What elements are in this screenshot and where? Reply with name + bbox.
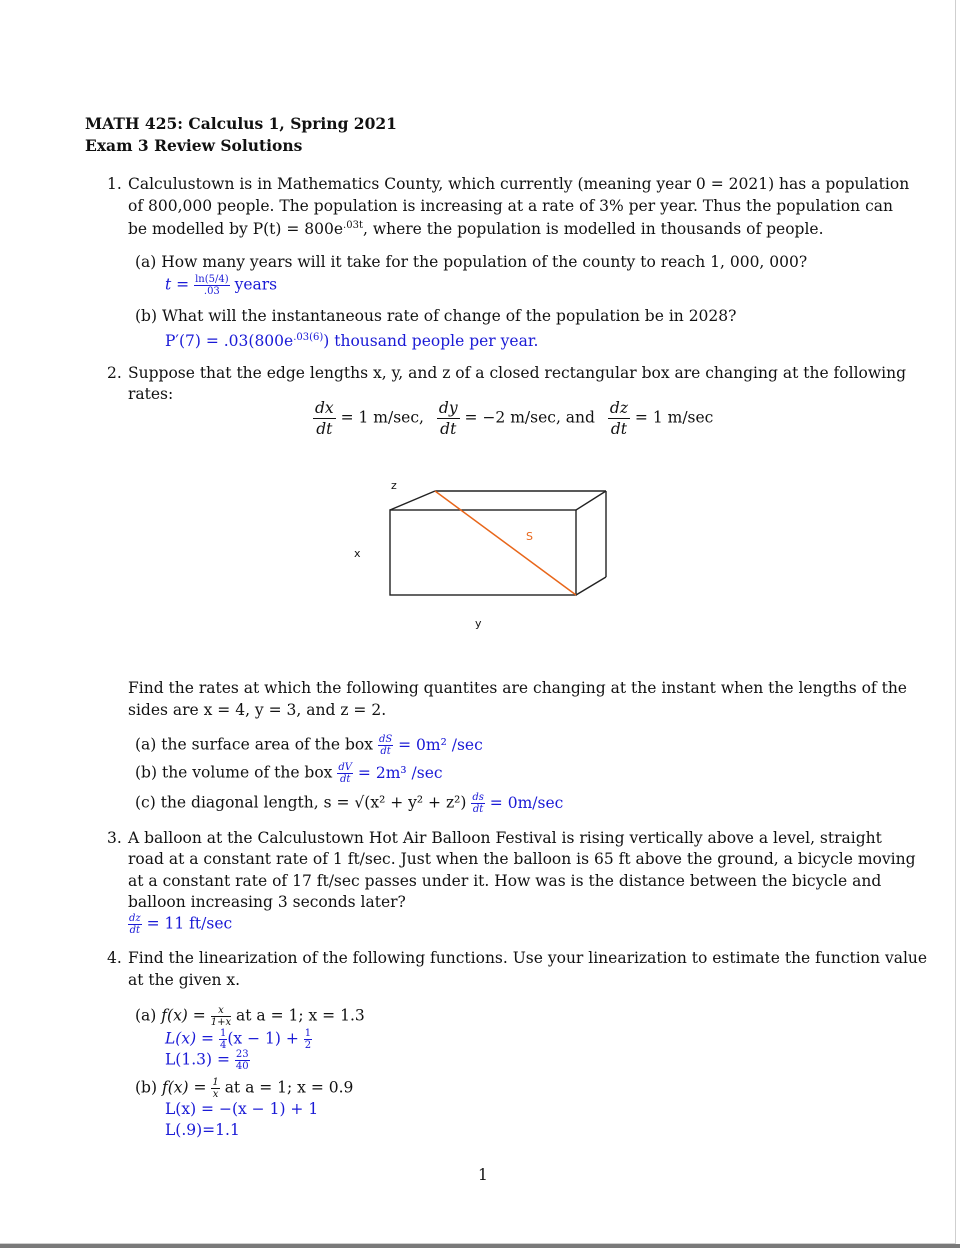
q2-find-line1: Find the rates at which the following quantites are changing at the instant when the lengths of the (128, 679, 907, 697)
q2-number: 2. (107, 364, 122, 382)
q1-line3: be modelled by $P(t) = 800e^{.03t}$, where the population is modelled in thousands of people. (128, 220, 824, 239)
q4-line2: at the given x. (128, 971, 241, 989)
q4b-estimate: L(.9)=1.1 (165, 1121, 240, 1139)
bottom-scroll-edge (0, 1244, 960, 1248)
page-number: 1 (478, 1166, 488, 1184)
box-diagonal (435, 491, 576, 595)
q3-line3: at a constant rate of 17 ft/sec passes under it. How was is the distance between the bicycle and (128, 872, 882, 890)
box-front-face (390, 510, 576, 595)
q2b: (b) the volume of the box $\frac{dV}{dt}$ = 2m³ /sec (135, 762, 443, 785)
q3-line4: balloon increasing 3 seconds later? (128, 893, 406, 911)
label-x: x (354, 547, 361, 560)
q3-answer: $\frac{dz}{dt}$ = 11 ft/sec (129, 913, 233, 936)
course-title: MATH 425: Calculus 1, Spring 2021 (85, 114, 397, 133)
q3-line2: road at a constant rate of 1 ft/sec. Just when the balloon is 65 ft above the ground, a bicycle moving (128, 850, 916, 868)
q1a-answer: t = $\frac{\ln(5/4)}{.03}$ years (165, 274, 278, 297)
q1-line1: Calculustown is in Mathematics County, which currently (meaning year 0 = 2021) has a population (128, 175, 910, 193)
q4b-linearization: L(x) = −(x − 1) + 1 (165, 1100, 319, 1118)
label-s: S (526, 530, 533, 543)
q2c: (c) the diagonal length, s = √(x² + y² + z²) $\frac{ds}{dt}$ = 0m/sec (135, 792, 564, 815)
q4a-linearization: L(x) = $\frac{1}{4}$ (x − 1) + $\frac{1}{2}$ (165, 1028, 312, 1051)
box-left-top-edge (390, 491, 435, 510)
q1b-question: (b) What will the instantaneous rate of change of the population be in 2028? (135, 307, 737, 325)
q4a-function: (a) f(x) = $\frac{x}{1+x}$ at a = 1; x = 1.3 (135, 1005, 365, 1028)
q2a: (a) the surface area of the box $\frac{dS}{dt}$ = 0m² /sec (135, 734, 483, 757)
q4a-estimate: L(1.3) = $\frac{23}{40}$ (165, 1049, 249, 1072)
q1a-question: (a) How many years will it take for the population of the county to reach 1, 000, 000? (135, 253, 808, 271)
label-z: z (391, 479, 397, 492)
q1-number: 1. (107, 175, 122, 193)
label-y: y (475, 617, 482, 630)
q4-number: 4. (107, 949, 122, 967)
box-right-top-edge (576, 491, 606, 510)
q4-line1: Find the linearization of the following functions. Use your linearization to estimate the function value (128, 949, 928, 967)
box-right-bottom-edge (576, 577, 606, 595)
q4b-function: (b) f(x) = $\frac{1}{x}$ at a = 1; x = 0.9 (135, 1077, 354, 1100)
q1-line2: of 800,000 people. The population is increasing at a rate of 3% per year. Thus the population can (128, 197, 893, 215)
q2-line2: rates: (128, 385, 174, 403)
document-title: Exam 3 Review Solutions (85, 136, 303, 155)
q3-number: 3. (107, 829, 122, 847)
q1b-answer: $P'(7) = .03(800e^{.03(6)})$ thousand people per year. (165, 332, 539, 351)
q2-rates: $\frac{dx}{dt}$ = 1 m/sec, $\frac{dy}{dt}$ = −2 m/sec, and $\frac{dz}{dt}$ = 1 m/sec (315, 399, 714, 438)
q3-line1: A balloon at the Calculustown Hot Air Balloon Festival is rising vertically above a level, straight (128, 829, 882, 847)
q2-find-line2: sides are x = 4, y = 3, and z = 2. (128, 701, 387, 719)
q2-line1: Suppose that the edge lengths x, y, and z of a closed rectangular box are changing at the following (128, 364, 906, 382)
